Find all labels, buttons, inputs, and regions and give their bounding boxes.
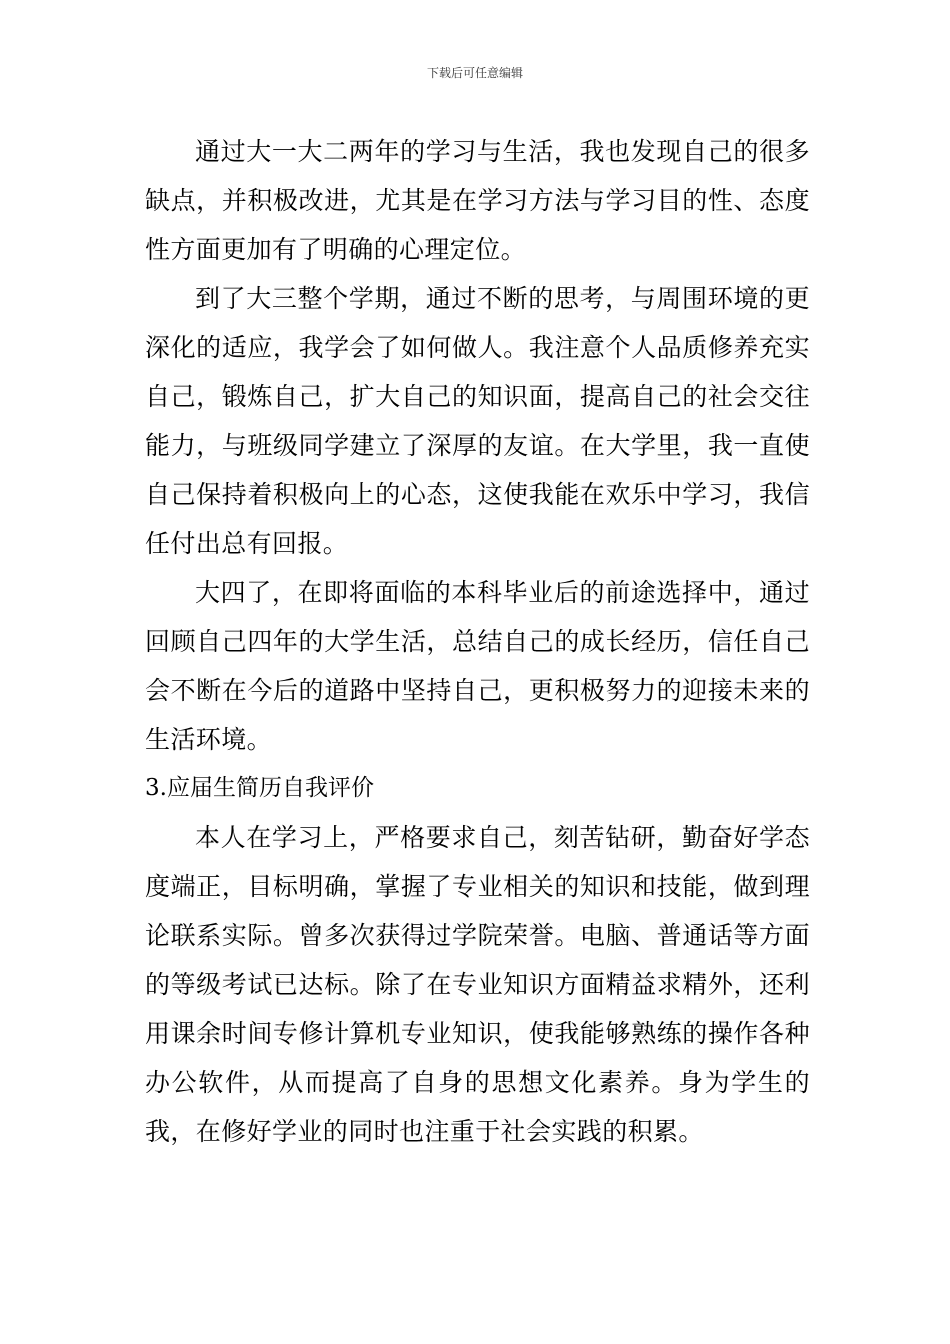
document-body (145, 127, 810, 1156)
paragraph-2: 到了大三整个学期，通过不断的思考，与周围环境的更深化的适应，我学会了如何做人。我注意个人品质修养充实自己，锻炼自己，扩大自己的知识面，提高自己的社会交往能力，与班级同学建立了深厚的友谊。在大学里，我一直使自己保持着积极向上的心态，这使我能在欢乐中学习，我信任付出总有回报。 (145, 284, 810, 558)
section-heading: 3.应届生简历自我评价 (145, 775, 374, 801)
section-paragraph: 本人在学习上，严格要求自己，刻苦钻研，勤奋好学态度端正，目标明确，掌握了专业相关的知识和技能，做到理论联系实际。曾多次获得过学院荣誉。电脑、普通话等方面的等级考试已达标。除了在专业知识方面精益求精外，还利用课余时间专修计算机专业知识，使我能够熟练的操作各种办公软件，从而提高了自身的思想文化素养。身为学生的我，在修好学业的同时也注重于社会实践的积累。 (145, 823, 810, 1146)
paragraph-1: 通过大一大二两年的学习与生活，我也发现自己的很多缺点，并积极改进，尤其是在学习方法与学习目的性、态度性方面更加有了明确的心理定位。 (145, 137, 810, 264)
paragraph-3: 大四了，在即将面临的本科毕业后的前途选择中，通过回顾自己四年的大学生活，总结自己的成长经历，信任自己会不断在今后的道路中坚持自己，更积极努力的迎接未来的生活环境。 (145, 578, 810, 754)
page-header: 下载后可任意编辑 (426, 66, 523, 80)
